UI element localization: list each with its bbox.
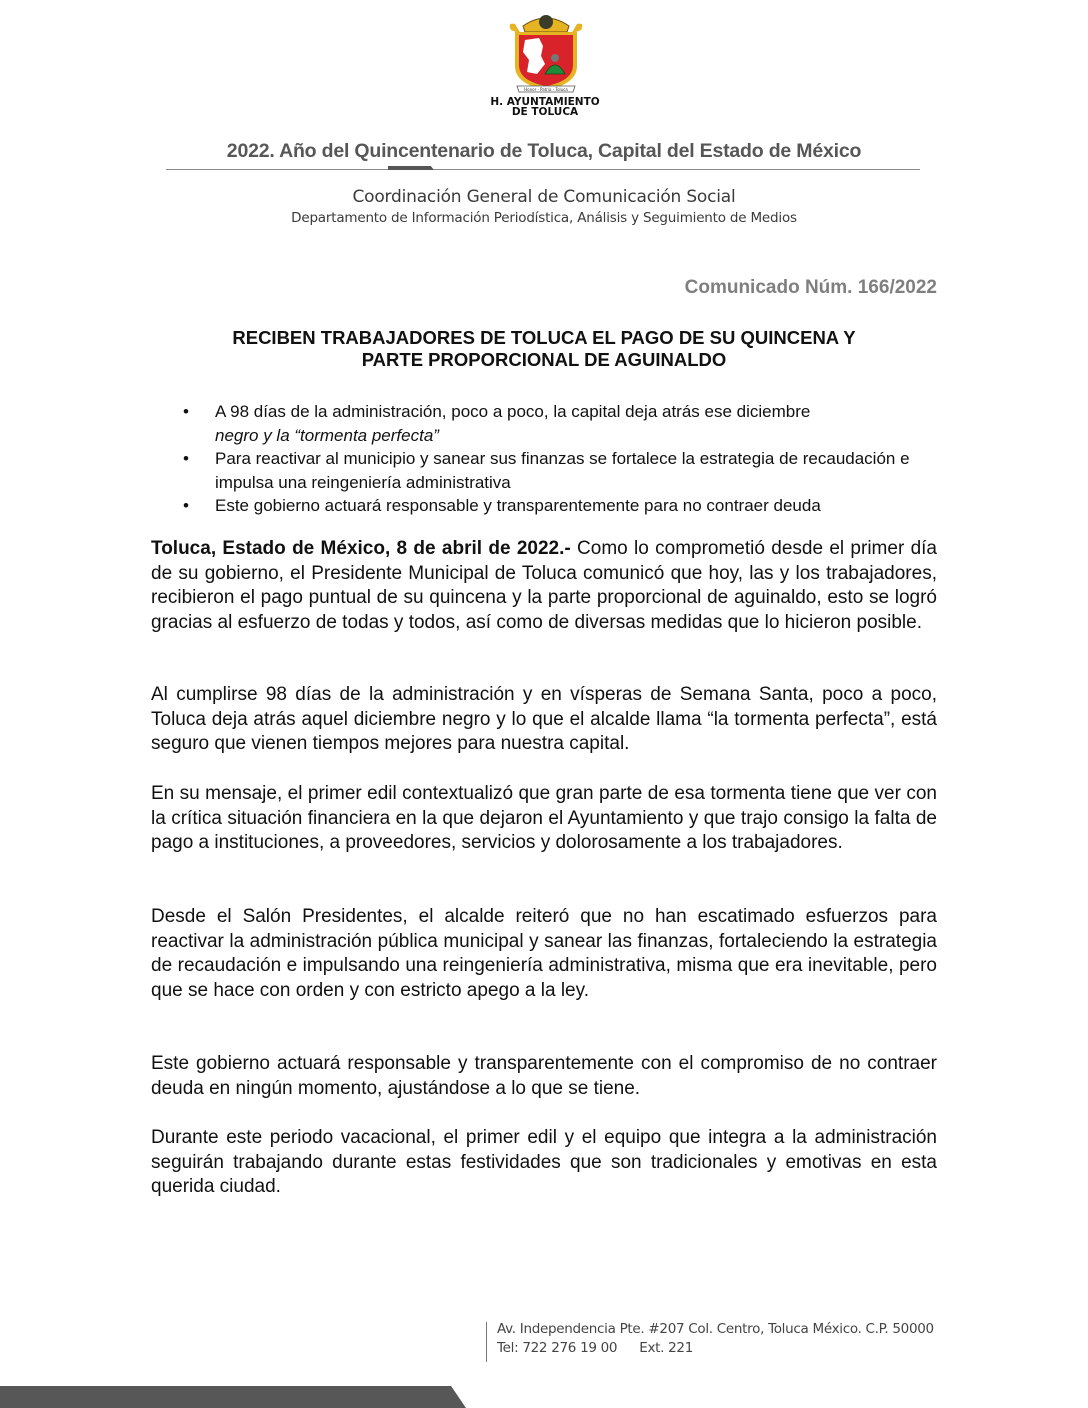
dateline: Toluca, Estado de México, 8 de abril de 2022.- xyxy=(151,538,571,559)
bullet-item xyxy=(150,400,940,447)
headline-line1: RECIBEN TRABAJADORES DE TOLUCA EL PAGO DE SU QUINCENA Y xyxy=(232,327,856,348)
header-divider-accent xyxy=(388,166,434,170)
bullet-text-italic: negro y la “tormenta perfecta” xyxy=(215,425,439,445)
bullet-text: A 98 días de la administración, poco a poco, la capital deja atrás ese diciembre xyxy=(215,402,811,421)
body-paragraph-lead xyxy=(151,537,937,635)
bullet-dot: • xyxy=(183,496,189,515)
summary-bullets xyxy=(150,400,940,518)
year-motto: 2022. Año del Quincentenario de Toluca, Capital del Estado de México xyxy=(226,140,862,162)
bullet-text: Este gobierno actuará responsable y transparentemente para no contraer deuda xyxy=(215,496,821,515)
footer-divider xyxy=(486,1322,487,1362)
footer-extension: Ext. 221 xyxy=(639,1340,693,1356)
body-paragraph: Desde el Salón Presidentes, el alcalde reiteró que no han escatimado esfuerzos para reactivar la administración pública municipal y sanear las finanzas, fortaleciendo la estrategia de recaudación e impulsando una reingeniería administrativa, misma que era inevitable, pero que se hace con orden y con estricto apego a la ley. xyxy=(151,906,937,1001)
logo-ribbon-text: Honor · Patria · Toluca xyxy=(524,87,568,92)
body-paragraph: Durante este periodo vacacional, el primer edil y el equipo que integra a la administración seguirán trabajando durante estas festividades que son tradicionales y emotivas en esta querida ciudad. xyxy=(151,1127,937,1198)
release-number: Comunicado Núm. 166/2022 xyxy=(684,277,937,298)
footer-phone: Tel: 722 276 19 00 xyxy=(497,1340,618,1356)
bullet-dot: • xyxy=(183,449,189,468)
header-divider xyxy=(166,169,920,170)
department-subtitle: Departamento de Información Periodística, Análisis y Seguimiento de Medios xyxy=(291,210,797,226)
bullet-item xyxy=(150,447,940,494)
coordination-title: Coordinación General de Comunicación Social xyxy=(352,187,736,207)
body-paragraph: En su mensaje, el primer edil contextualizó que gran parte de esa tormenta tiene que ver con la crítica situación financiera en la que dejaron el Ayuntamiento y que trajo consigo la falta de pago a instituciones, a proveedores, servicios y dolorosamente a los trabajadores. xyxy=(151,783,937,854)
body-paragraph: Este gobierno actuará responsable y transparentemente con el compromiso de no contraer deuda en ningún momento, ajustándose a lo que se tiene. xyxy=(151,1053,937,1099)
footer-address: Av. Independencia Pte. #207 Col. Centro, Toluca México. C.P. 50000 xyxy=(497,1321,934,1337)
bullet-text: Para reactivar al municipio y sanear sus finanzas se fortalece la estrategia de recaudación e impulsa una reingeniería administrativa xyxy=(215,449,910,492)
toluca-coat-of-arms-logo xyxy=(503,12,589,96)
headline xyxy=(150,327,938,371)
headline-line2: PARTE PROPORCIONAL DE AGUINALDO xyxy=(361,349,727,370)
body-paragraph: Al cumplirse 98 días de la administración y en vísperas de Semana Santa, poco a poco, Toluca deja atrás aquel diciembre negro y lo que el alcalde llama “la tormenta perfecta”, está seguro que vienen tiempos mejores para nuestra capital. xyxy=(151,684,937,755)
footer-decorative-bar xyxy=(0,1386,466,1408)
logo-title-line2: DE TOLUCA xyxy=(511,106,579,118)
footer-contact xyxy=(497,1320,934,1358)
logo-title-line1: H. AYUNTAMIENTO xyxy=(490,96,600,108)
bullet-item xyxy=(150,494,940,518)
lead-text: Como lo comprometió desde el primer día de su gobierno, el Presidente Municipal de Toluca comunicó que hoy, las y los trabajadores, recibieron el pago puntual de su quincena y la parte proporcional de aguinaldo, esto se logró gracias al esfuerzo de todas y todos, así como de diversas medidas que lo hicieron posible. xyxy=(151,538,937,633)
bullet-dot: • xyxy=(183,402,189,421)
